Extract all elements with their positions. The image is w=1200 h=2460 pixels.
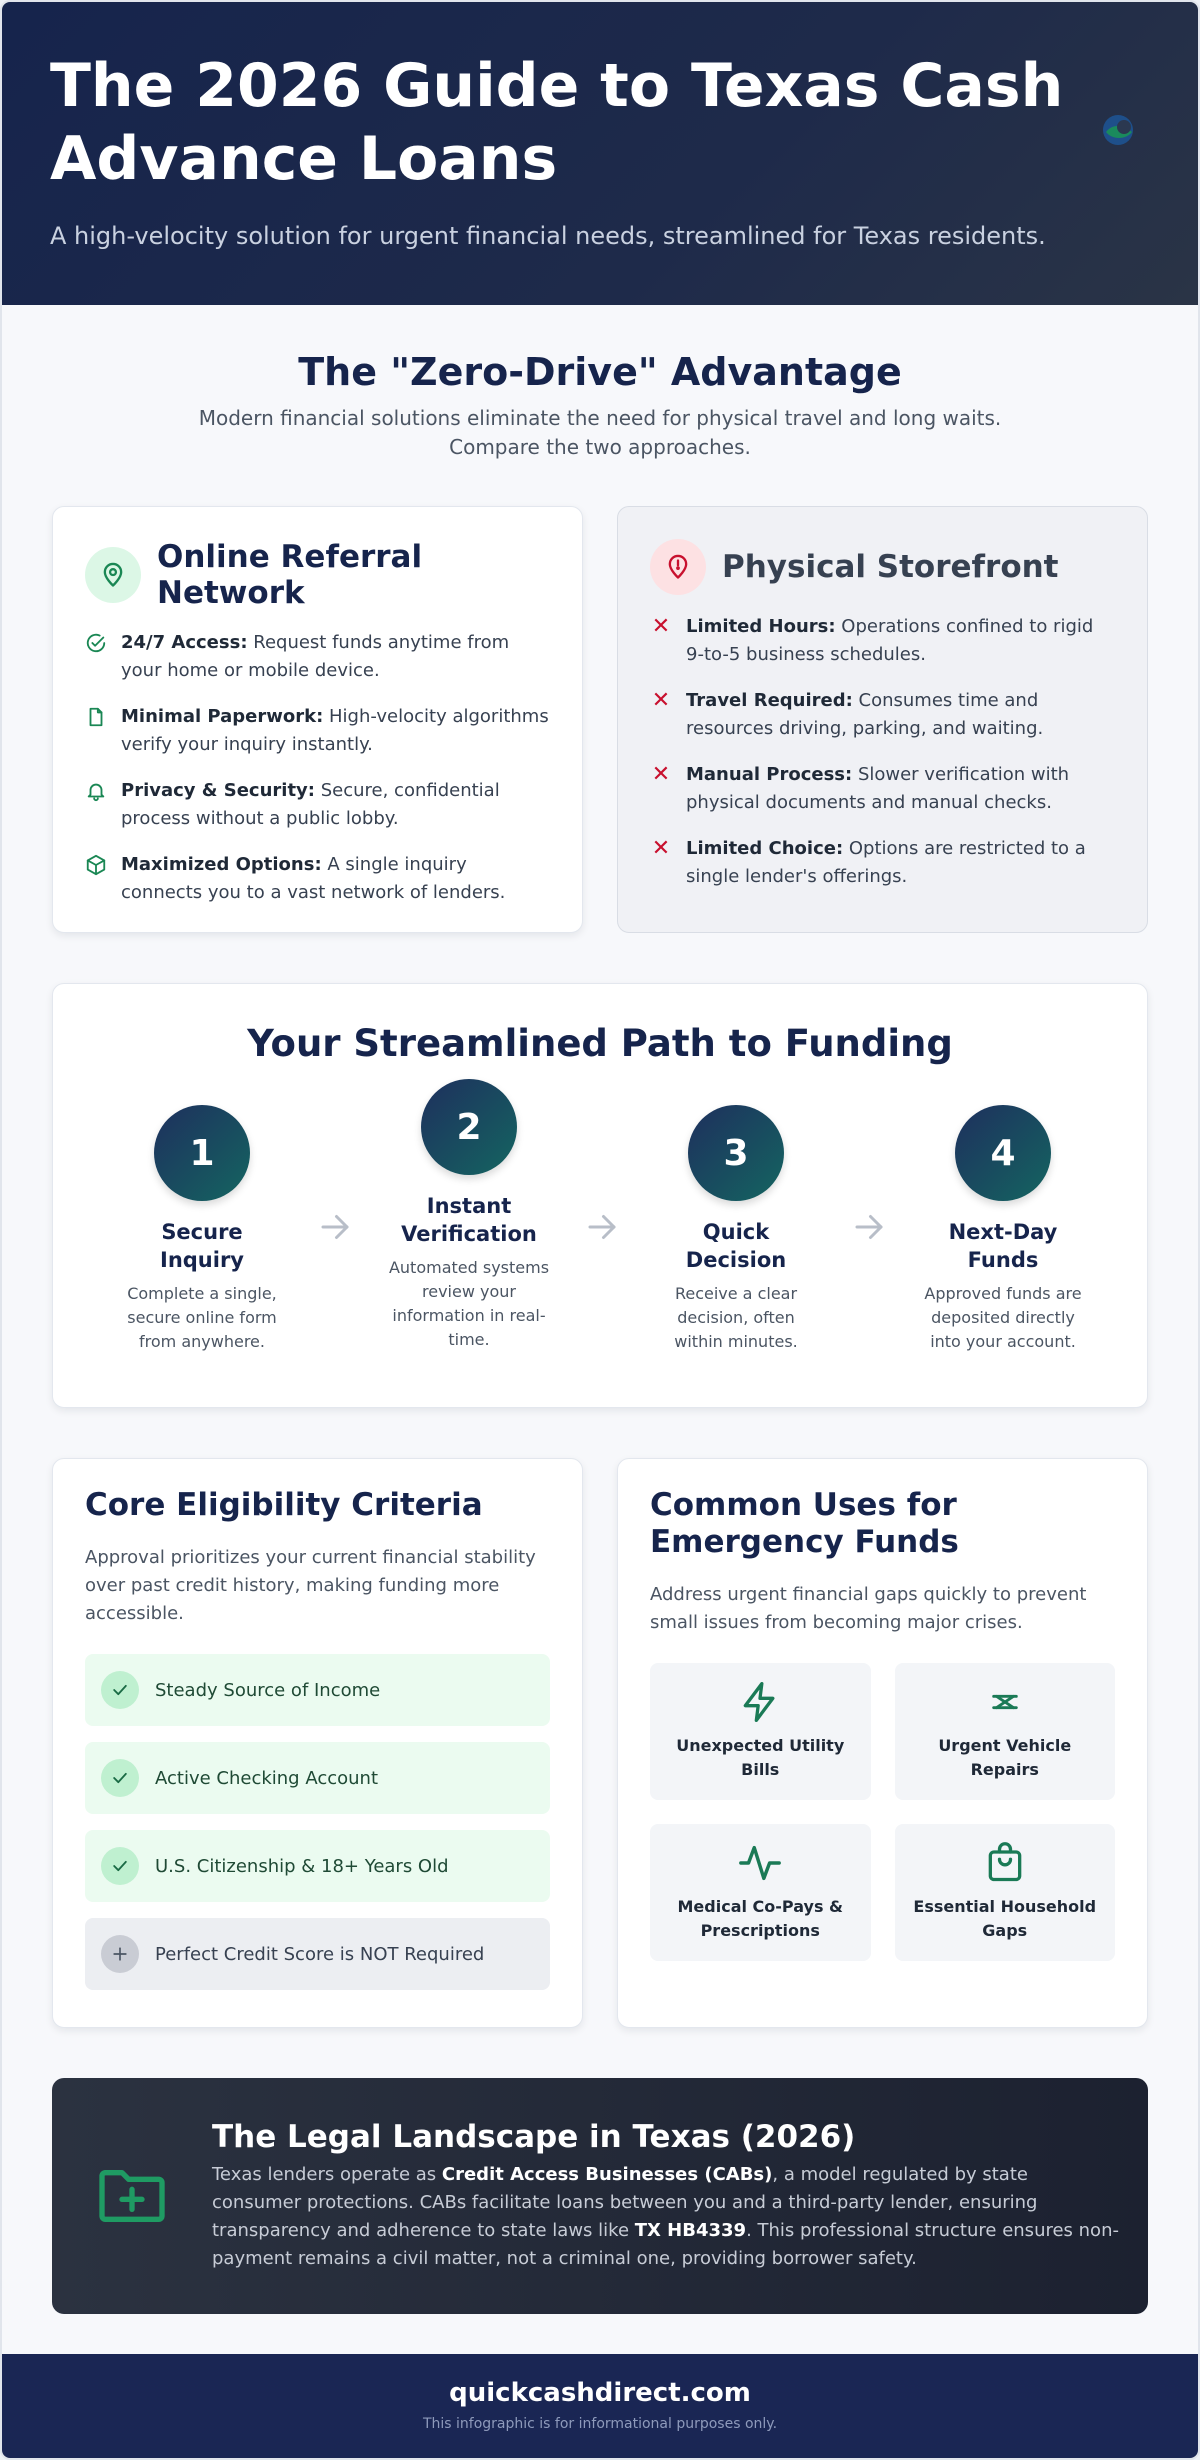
- feature-label: Minimal Paperwork:: [121, 706, 324, 727]
- use-tile: [895, 1824, 1116, 1961]
- document-icon: [85, 703, 107, 731]
- page-subtitle: A high-velocity solution for urgent financial needs, streamlined for Texas residents.: [50, 222, 1046, 250]
- header: [2, 2, 1198, 305]
- x-mark-icon: ✕: [651, 762, 671, 787]
- legal-landscape-banner: [52, 2078, 1148, 2314]
- feature-label: Manual Process:: [686, 764, 853, 785]
- legal-text-part: , a model regulated by state consumer protections. CABs facilitate loans between you and a third-party lender, ensuring transparency and adherence to state laws like: [212, 2164, 1038, 2241]
- feature-label: Limited Hours:: [686, 616, 836, 637]
- feature-label: 24/7 Access:: [121, 632, 248, 653]
- step-1: [117, 1105, 287, 1354]
- feature-label: Maximized Options:: [121, 854, 322, 875]
- step-2: [384, 1079, 554, 1352]
- step-number: 3: [688, 1105, 784, 1201]
- storefront-card-title: Physical Storefront: [722, 549, 1059, 585]
- uses-intro: Address urgent financial gaps quickly to prevent small issues from becoming major crises.: [650, 1584, 1087, 1633]
- credit-note-label: Perfect Credit Score is NOT Required: [155, 1943, 485, 1965]
- eligibility-uses-row: [2, 1458, 1198, 2028]
- feature-label: Travel Required:: [686, 690, 853, 711]
- x-mark-icon: ✕: [651, 688, 671, 713]
- lightning-icon: [736, 1678, 784, 1726]
- step-title: Secure Inquiry: [160, 1220, 244, 1272]
- step-text: Approved funds are deposited directly into your account.: [924, 1284, 1082, 1351]
- use-label: Medical Co-Pays & Prescriptions: [677, 1897, 843, 1940]
- eligibility-intro: Approval prioritizes your current financial stability over past credit history, making funding more accessible.: [85, 1547, 536, 1624]
- use-label: Unexpected Utility Bills: [676, 1736, 845, 1779]
- use-tile: [895, 1663, 1116, 1800]
- legal-text-part: . This professional structure ensures non-payment remains a civil matter, not a criminal one, providing borrower safety.: [212, 2220, 1119, 2269]
- feature-text: High-velocity algorithms verify your inquiry instantly.: [121, 706, 549, 755]
- use-label: Urgent Vehicle Repairs: [938, 1736, 1072, 1779]
- advantage-section: [2, 305, 1198, 462]
- pulse-icon: [736, 1839, 784, 1887]
- cube-icon: [85, 851, 107, 879]
- eligibility-title: Core Eligibility Criteria: [85, 1487, 483, 1523]
- credit-note-item: [85, 1918, 550, 1990]
- legal-text-part: Texas lenders operate as: [212, 2164, 442, 2185]
- step-number: 4: [955, 1105, 1051, 1201]
- step-text: Automated systems review your information in real-time.: [388, 1258, 550, 1349]
- online-feature-item: [85, 629, 550, 685]
- storefront-item: [650, 761, 1115, 817]
- storefront-card-header: [650, 539, 1115, 595]
- online-card-header: [85, 539, 550, 611]
- criteria-item: [85, 1742, 550, 1814]
- folder-plus-icon: [92, 2156, 172, 2236]
- online-feature-item: [85, 703, 550, 759]
- advantage-title: The "Zero-Drive" Advantage: [298, 350, 902, 394]
- step-text: Receive a clear decision, often within minutes.: [674, 1284, 798, 1351]
- x-mark-icon: ✕: [651, 836, 671, 861]
- steps-row: [53, 1085, 1147, 1385]
- uses-grid: [650, 1663, 1115, 1961]
- feature-text: Secure, confidential process without a public lobby.: [121, 780, 500, 829]
- use-label: Essential Household Gaps: [913, 1897, 1097, 1940]
- step-title: Quick Decision: [685, 1220, 787, 1272]
- shopping-bag-icon: [981, 1839, 1029, 1887]
- car-repair-icon: [981, 1678, 1029, 1726]
- use-tile: [650, 1824, 871, 1961]
- storefront-item: [650, 835, 1115, 891]
- bell-icon: [85, 777, 107, 805]
- online-card-title: Online Referral Network: [157, 539, 423, 611]
- step-title: Next-Day Funds: [948, 1220, 1058, 1272]
- online-feature-item: [85, 777, 550, 833]
- criteria-label: U.S. Citizenship & 18+ Years Old: [155, 1855, 449, 1877]
- x-mark-icon: ✕: [651, 614, 671, 639]
- plus-icon: [101, 1935, 139, 1973]
- alert-pin-icon: [650, 539, 706, 595]
- legal-bold-bill: TX HB4339: [634, 2220, 747, 2241]
- legal-bold-cab: Credit Access Businesses (CABs): [441, 2164, 773, 2185]
- uses-title: Common Uses for Emergency Funds: [650, 1487, 959, 1560]
- criteria-label: Active Checking Account: [155, 1767, 379, 1789]
- eligibility-card: [52, 1458, 583, 2028]
- step-4: [918, 1105, 1088, 1354]
- feature-label: Limited Choice:: [686, 838, 844, 859]
- feature-label: Privacy & Security:: [121, 780, 315, 801]
- arrow-right-icon: [317, 1209, 353, 1245]
- online-feature-item: [85, 851, 550, 907]
- advantage-description: Modern financial solutions eliminate the need for physical travel and long waits. Compare the two approaches.: [198, 406, 1002, 459]
- check-icon: [101, 1671, 139, 1709]
- storefront-item: [650, 613, 1115, 669]
- step-3: [651, 1105, 821, 1354]
- use-tile: [650, 1663, 871, 1800]
- feature-text: Options are restricted to a single lender's offerings.: [686, 838, 1086, 887]
- footer-disclaimer: This infographic is for informational purposes only.: [422, 2416, 778, 2432]
- step-number: 1: [154, 1105, 250, 1201]
- feature-text: Slower verification with physical documents and manual checks.: [686, 764, 1070, 813]
- step-number: 2: [421, 1079, 517, 1175]
- feature-text: Request funds anytime from your home or mobile device.: [121, 632, 510, 681]
- check-icon: [101, 1759, 139, 1797]
- step-text: Complete a single, secure online form from anywhere.: [127, 1284, 277, 1351]
- legal-title: The Legal Landscape in Texas (2026): [212, 2119, 856, 2155]
- footer: [2, 2354, 1198, 2458]
- criteria-label: Steady Source of Income: [155, 1679, 381, 1701]
- feature-text: A single inquiry connects you to a vast network of lenders.: [121, 854, 506, 903]
- feature-text: Consumes time and resources driving, parking, and waiting.: [686, 690, 1044, 739]
- storefront-card: [617, 506, 1148, 933]
- legal-text: [212, 2161, 1122, 2273]
- criteria-item: [85, 1830, 550, 1902]
- storefront-item: [650, 687, 1115, 743]
- criteria-item: [85, 1654, 550, 1726]
- check-circle-icon: [85, 629, 107, 657]
- online-network-card: [52, 506, 583, 933]
- comparison-row: [2, 506, 1198, 933]
- footer-site-link[interactable]: quickcashdirect.com: [449, 2378, 751, 2408]
- funding-path-title: Your Streamlined Path to Funding: [247, 1022, 953, 1065]
- funding-path-card: [52, 983, 1148, 1408]
- arrow-right-icon: [584, 1209, 620, 1245]
- step-title: Instant Verification: [401, 1194, 537, 1246]
- feature-text: Operations confined to rigid 9-to-5 business schedules.: [686, 616, 1094, 665]
- arrow-right-icon: [851, 1209, 887, 1245]
- logo-icon: [1098, 110, 1138, 150]
- uses-card: [617, 1458, 1148, 2028]
- check-icon: [101, 1847, 139, 1885]
- page-title: The 2026 Guide to Texas Cash Advance Loans: [50, 51, 1064, 194]
- map-pin-icon: [85, 547, 141, 603]
